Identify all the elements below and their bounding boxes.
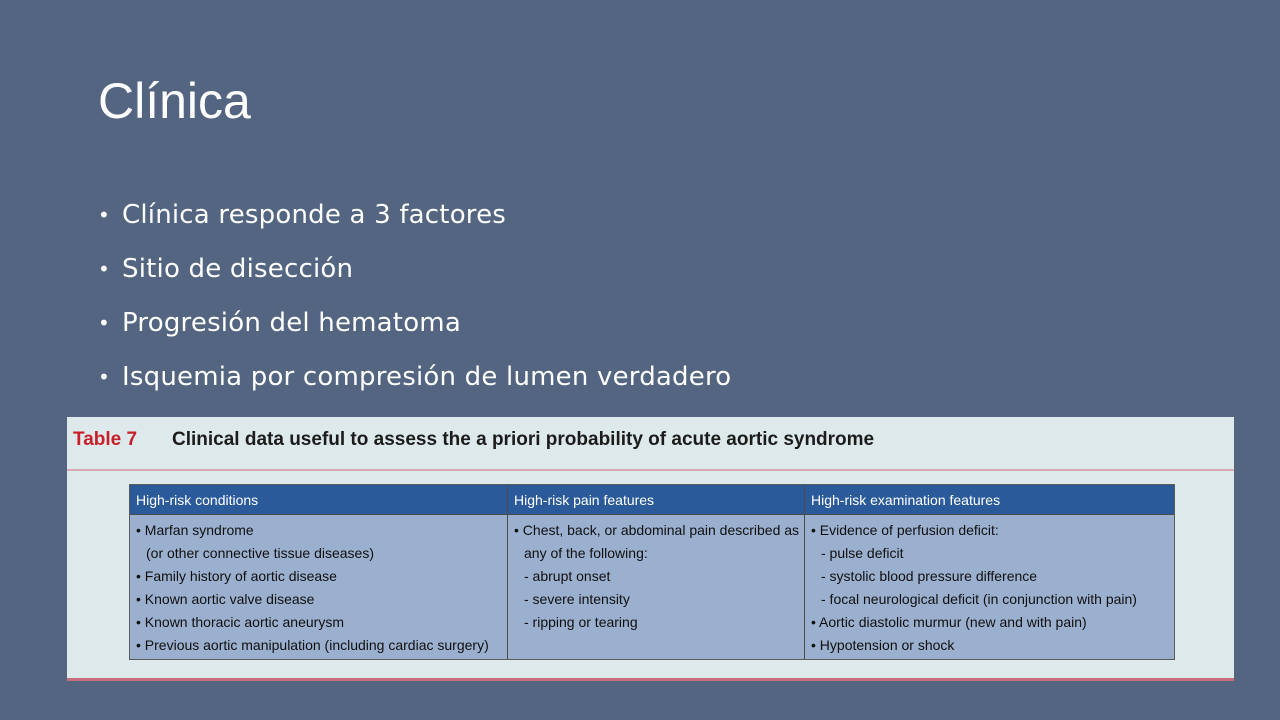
table-line: • Previous aortic manipulation (including cardiac surgery)	[136, 637, 489, 653]
table-line: - abrupt onset	[524, 568, 611, 584]
table-bottom-rule	[67, 678, 1234, 681]
table-line: - severe intensity	[524, 591, 630, 607]
clinical-data-table	[129, 484, 1175, 660]
bullet-text: Sitio de disección	[122, 254, 354, 284]
bullet-list	[98, 196, 731, 412]
slide-title: Clínica	[98, 73, 251, 129]
bullet-text: Clínica responde a 3 factores	[122, 200, 507, 230]
table-cell-pain	[508, 515, 805, 659]
table-line: • Known thoracic aortic aneurysm	[136, 614, 344, 630]
table-line: • Chest, back, or abdominal pain described as	[514, 522, 800, 538]
table-caption-bar	[67, 417, 1234, 471]
table-header-conditions: High-risk conditions	[130, 485, 508, 515]
table-line: any of the following:	[524, 545, 648, 561]
table-line: • Family history of aortic disease	[136, 568, 337, 584]
table-header-examination: High-risk examination features	[805, 485, 1174, 515]
bullet-item	[98, 196, 731, 250]
bullet-item	[98, 250, 731, 304]
bullet-icon: •	[98, 311, 110, 335]
table-line: (or other connective tissue diseases)	[146, 545, 374, 561]
table-header-pain: High-risk pain features	[508, 485, 805, 515]
table-line: • Aortic diastolic murmur (new and with pain)	[811, 614, 1087, 630]
clinical-table-image	[67, 417, 1234, 681]
table-line: - focal neurological deficit (in conjunction with pain)	[821, 591, 1137, 607]
bullet-icon: •	[98, 365, 110, 389]
table-caption: Clinical data useful to assess the a priori probability of acute aortic syndrome	[172, 429, 875, 450]
table-line: - systolic blood pressure difference	[821, 568, 1038, 584]
bullet-item	[98, 304, 731, 358]
table-line: • Hypotension or shock	[811, 637, 955, 653]
table-line: • Known aortic valve disease	[136, 591, 315, 607]
table-cell-examination	[805, 515, 1174, 659]
bullet-icon: •	[98, 257, 110, 281]
bullet-text: Progresión del hematoma	[122, 308, 461, 338]
table-cell-conditions	[130, 515, 508, 659]
bullet-icon: •	[98, 203, 110, 227]
table-line: - pulse deficit	[821, 545, 904, 561]
table-number: Table 7	[73, 429, 138, 450]
table-line: • Marfan syndrome	[136, 522, 254, 538]
bullet-text: Isquemia por compresión de lumen verdadero	[122, 362, 732, 392]
bullet-item	[98, 358, 731, 412]
table-line: - ripping or tearing	[524, 614, 638, 630]
table-line: • Evidence of perfusion deficit:	[811, 522, 999, 538]
